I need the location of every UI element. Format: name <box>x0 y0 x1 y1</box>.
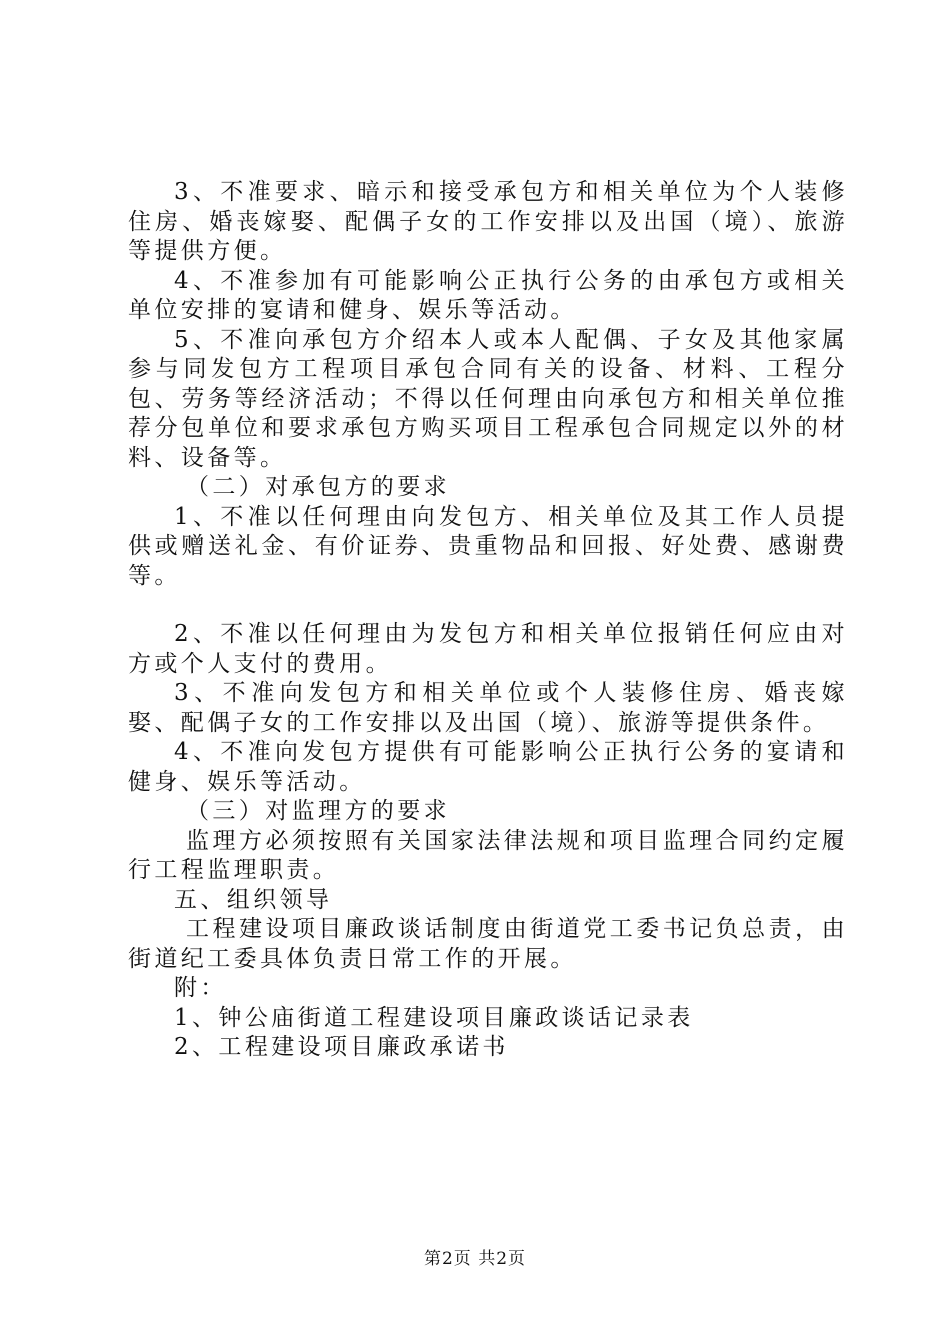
paragraph-rule-3-owner: 3、不准要求、暗示和接受承包方和相关单位为个人装修住房、婚丧嫁娶、配偶子女的工作安排以及出国（境）、旅游等提供方便。 <box>128 179 848 264</box>
paragraph-rule-2-contractor: 2、不准以任何理由为发包方和相关单位报销任何应由对方或个人支付的费用。 <box>128 621 848 677</box>
document-body <box>128 178 848 1063</box>
paragraph-rule-5-owner: 5、不准向承包方介绍本人或本人配偶、子女及其他家属参与同发包方工程项目承包合同有关的设备、材料、工程分包、劳务等经济活动；不得以任何理由向承包方和相关单位推荐分包单位和要求承包方购买项目工程承包合同规定以外的材料、设备等。 <box>128 326 848 471</box>
paragraph-rule-3-contractor: 3、不准向发包方和相关单位或个人装修住房、婚丧嫁娶、配偶子女的工作安排以及出国（境）、旅游等提供条件。 <box>128 680 848 736</box>
attachment-heading: 附： <box>174 975 227 1001</box>
attachment-item-2: 2、工程建设项目廉政承诺书 <box>174 1034 509 1060</box>
attachment-item-1: 1、钟公庙街道工程建设项目廉政谈话记录表 <box>174 1004 694 1031</box>
section-heading-supervisor: （三）对监理方的要求 <box>186 798 450 824</box>
paragraph-organization: 工程建设项目廉政谈话制度由街道党工委书记负总责，由街道纪工委具体负责日常工作的开展。 <box>128 916 848 972</box>
paragraph-rule-1-contractor: 1、不准以任何理由向发包方、相关单位及其工作人员提供或赠送礼金、有价证券、贵重物品和回报、好处费、感谢费等。 <box>128 503 848 589</box>
section-heading-organization: 五、组织领导 <box>174 886 333 913</box>
section-heading-contractor: （二）对承包方的要求 <box>186 474 450 500</box>
paragraph-rule-4-owner: 4、不准参加有可能影响公正执行公务的由承包方或相关单位安排的宴请和健身、娱乐等活动。 <box>128 267 848 323</box>
paragraph-supervisor-duty: 监理方必须按照有关国家法律法规和项目监理合同约定履行工程监理职责。 <box>128 827 848 883</box>
paragraph-rule-4-contractor: 4、不准向发包方提供有可能影响公正执行公务的宴请和健身、娱乐等活动。 <box>128 739 848 795</box>
page-footer: 第2页 共2页 <box>423 1249 527 1269</box>
